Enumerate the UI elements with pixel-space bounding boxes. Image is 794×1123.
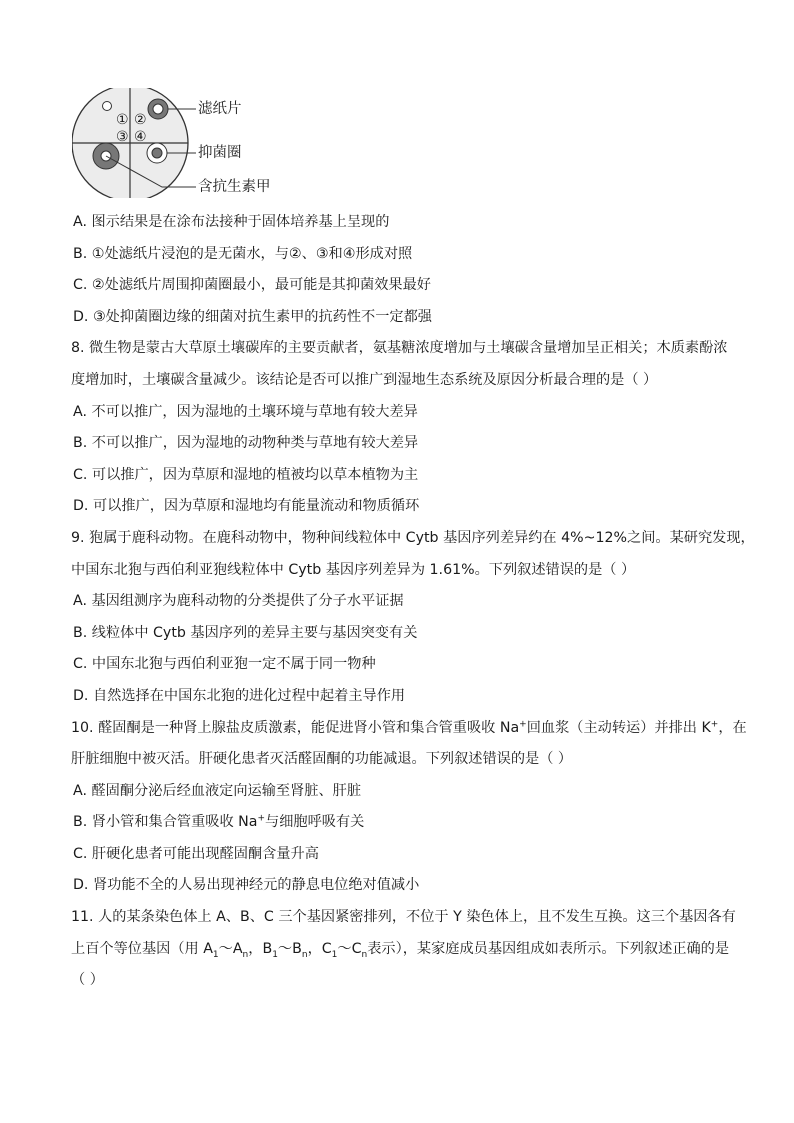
q10-option-b-text-a: B. 肾小管和集合管重吸收 Na xyxy=(73,814,258,831)
q11-b-sub1: 1 xyxy=(272,949,278,960)
q11-text-suffix: 表示），某家庭成员基因组成如表所示。下列叙述正确的是 xyxy=(367,940,730,957)
q10-option-b-text-b: 与细胞呼吸有关 xyxy=(265,814,365,831)
q8-option-d: D. 可以推广，因为草原和湿地均有能量流动和物质循环 xyxy=(73,498,420,515)
q11-text-prefix: 上百个等位基因（用 A xyxy=(71,940,213,957)
zone-mark-3: ③ xyxy=(116,129,129,145)
q11-comma-c: ，C xyxy=(307,940,332,957)
zone-mark-1: ① xyxy=(116,112,129,128)
q9-option-d: D. 自然选择在中国东北狍的进化过程中起着主导作用 xyxy=(73,687,406,704)
q11-b-subn: n xyxy=(301,949,308,960)
q9-option-a: A. 基因组测序为鹿科动物的分类提供了分子水平证据 xyxy=(73,593,404,610)
filter-paper-1 xyxy=(103,102,112,111)
q9-option-c: C. 中国东北狍与西伯利亚狍一定不属于同一物种 xyxy=(73,656,376,673)
q10-stem-line1 xyxy=(71,718,747,750)
q9-stem-line1: 9. 狍属于鹿科动物。在鹿科动物中，物种间线粒体中 Cytb 基因序列差异约在 4%~12%之间。某研究发现， xyxy=(71,529,755,546)
q8-stem-line1: 8. 微生物是蒙古大草原土壤碳库的主要贡献者，氨基糖浓度增加与土壤碳含量增加呈正相关；木质素酚浓 xyxy=(71,340,728,357)
q9-stem-line2: 中国东北狍与西伯利亚狍线粒体中 Cytb 基因序列差异为 1.61%。下列叙述错误的是（ ） xyxy=(71,561,636,578)
q10-potassium-charge: + xyxy=(710,718,719,729)
filter-paper-2 xyxy=(153,104,163,114)
q9-option-b: B. 线粒体中 Cytb 基因序列的差异主要与基因突变有关 xyxy=(73,624,418,641)
filter-paper-4 xyxy=(152,148,162,158)
label-antibiotic-a: 含抗生素甲 xyxy=(198,179,271,195)
q11-tilde-c: ～C xyxy=(337,940,362,957)
q10-stem-line2: 肝脏细胞中被灭活。肝硬化患者灭活醛固酮的功能减退。下列叙述错误的是（ ） xyxy=(71,751,573,768)
label-filter-paper: 滤纸片 xyxy=(198,101,242,117)
q10-sodium-charge: + xyxy=(519,718,527,729)
q7-option-b: B. ①处滤纸片浸泡的是无菌水，与②、③和④形成对照 xyxy=(73,245,413,262)
q10-option-b-charge: + xyxy=(257,813,265,824)
petri-dish-figure xyxy=(72,88,282,198)
q11-a-subn: n xyxy=(242,949,249,960)
q8-option-b: B. 不可以推广，因为湿地的动物种类与草地有较大差异 xyxy=(73,435,419,452)
q10-option-b xyxy=(71,812,731,844)
q11-a-sub1: 1 xyxy=(212,949,219,960)
label-inhibition-zone: 抑菌圈 xyxy=(198,145,242,161)
q8-option-a: A. 不可以推广，因为湿地的土壤环境与草地有较大差异 xyxy=(73,403,418,420)
q11-stem-line2 xyxy=(71,939,731,971)
zone-mark-2: ② xyxy=(134,112,147,128)
q11-stem-line1: 11. 人的某条染色体上 A、B、C 三个基因紧密排列，不位于 Y 染色体上，且不发生互换。这三个基因各有 xyxy=(71,909,736,926)
question-content xyxy=(71,212,755,1002)
q11-tilde-a: ～A xyxy=(218,940,243,957)
q8-stem-line2: 度增加时，土壤碳含量减少。该结论是否可以推广到湿地生态系统及原因分析最合理的是（ ） xyxy=(71,371,658,388)
q11-c-subn: n xyxy=(361,949,368,960)
q10-option-a: A. 醛固酮分泌后经血液定向运输至肾脏、肝脏 xyxy=(73,782,362,799)
q10-stem-text-c: ，在 xyxy=(718,719,747,736)
q10-option-d: D. 肾功能不全的人易出现神经元的静息电位绝对值减小 xyxy=(73,877,420,894)
q11-tilde-b: ～B xyxy=(277,940,302,957)
q7-option-c: C. ②处滤纸片周围抑菌圈最小，最可能是其抑菌效果最好 xyxy=(73,277,431,294)
zone-mark-4: ④ xyxy=(134,129,147,145)
q10-option-c: C. 肝硬化患者可能出现醛固酮含量升高 xyxy=(73,845,319,862)
q8-option-c: C. 可以推广，因为草原和湿地的植被均以草本植物为主 xyxy=(73,466,419,483)
q11-c-sub1: 1 xyxy=(331,949,338,960)
q10-stem-text-a: 10. 醛固酮是一种肾上腺盐皮质激素，能促进肾小管和集合管重吸收 Na xyxy=(71,719,520,736)
q11-comma-b: ，B xyxy=(248,940,273,957)
q7-option-d: D. ③处抑菌圈边缘的细菌对抗生素甲的抗药性不一定都强 xyxy=(73,308,432,325)
q11-stem-line3: （ ） xyxy=(71,972,104,989)
q10-stem-text-b: 回血浆（主动转运）并排出 K xyxy=(526,719,711,736)
q7-option-a: A. 图示结果是在涂布法接种于固体培养基上呈现的 xyxy=(73,214,390,230)
